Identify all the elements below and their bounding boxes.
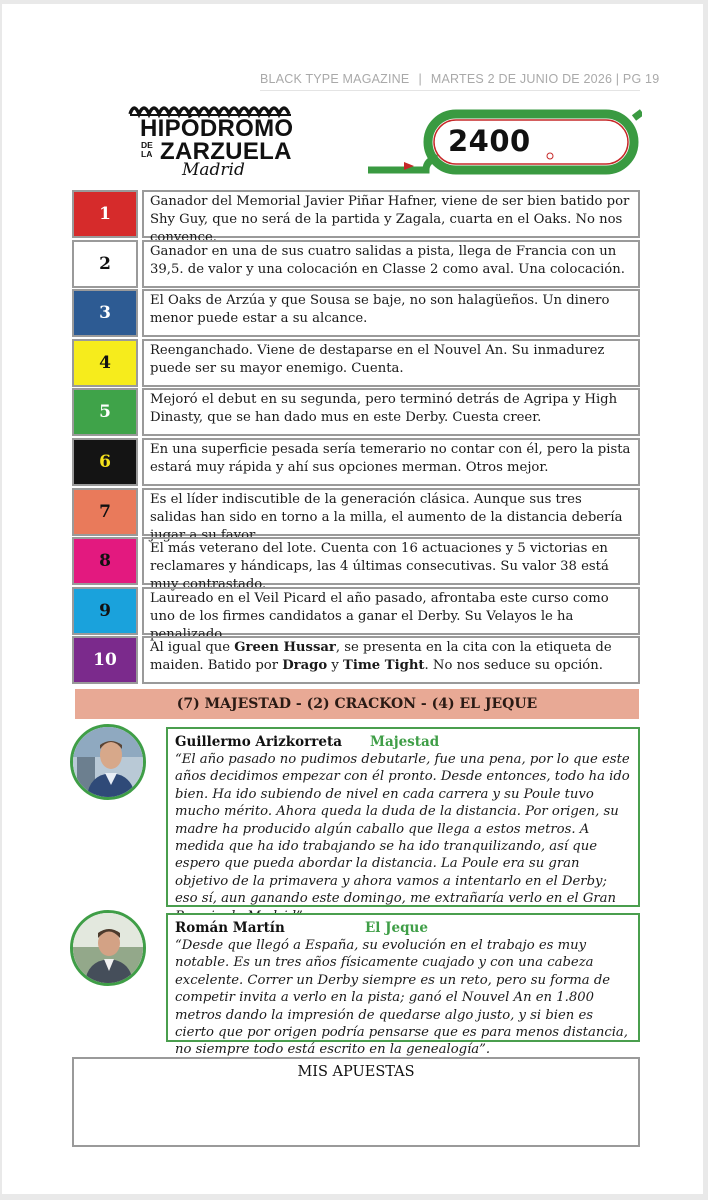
runner-row <box>72 636 640 685</box>
logo-de-la <box>141 141 153 159</box>
runner-number-badge: 3 <box>72 289 138 337</box>
runner-row <box>72 339 640 388</box>
runner-row <box>72 438 640 487</box>
comment-text: Al igual que <box>150 640 235 656</box>
my-bets-box[interactable] <box>72 1057 640 1147</box>
quote-horse-name: Majestad <box>370 734 440 750</box>
person-photo-icon <box>73 727 143 797</box>
logo-title: HIPÓDROMO <box>140 115 294 142</box>
quote-header <box>175 918 631 937</box>
quote-horse-name: El Jeque <box>365 920 428 936</box>
runner-number-badge: 8 <box>72 537 138 585</box>
runner-number-badge: 7 <box>72 488 138 536</box>
avatar <box>70 910 146 986</box>
runner-comment: Ganador del Memorial Javier Piñar Hafner, viene de ser bien batido por Shy Guy, que no será de la partida y Zagala, cuarta en el Oaks. No nos convence. <box>142 190 640 238</box>
magazine-name: BLACK TYPE MAGAZINE <box>260 72 410 86</box>
quote-text: “Desde que llegó a España, su evolución en el trabajo es muy notable. Es un tres años físicamente cuajado y con una cabeza excelente. Correr un Derby siempre es un reto, pero su forma de competir invita a verlo en la pista; ganó el Nouvel An en 1.800 metros dando la impresión de quedarse algo justo, y si bien es cierto que por origen podría pensarse que es para menos distancia, no siempre todo está escrito en la genealogía”. <box>175 938 628 1058</box>
logo-de: DE <box>141 140 153 150</box>
logo-la: LA <box>141 149 153 159</box>
horse-name: Time Tight <box>343 658 425 674</box>
runner-number-badge: 2 <box>72 240 138 288</box>
comment-text: y <box>327 658 344 674</box>
comment-text: . No nos seduce su opción. <box>424 658 603 674</box>
runner-number-badge: 10 <box>72 636 138 684</box>
runner-comment: En una superficie pesada sería temerario no contar con él, pero la pista estará muy rápida y ahí sus opciones merman. Otros mejor. <box>142 438 640 486</box>
trainer-name: Román Martín <box>175 920 285 936</box>
quote-header <box>175 732 631 751</box>
trainer-quote-card <box>166 913 640 1058</box>
runners-table <box>72 190 640 686</box>
page-header <box>260 72 659 86</box>
issue-date-page: MARTES 2 DE JUNIO DE 2026 | PG 19 <box>430 72 660 86</box>
my-bets-title: MIS APUESTAS <box>297 1064 415 1080</box>
runner-row <box>72 388 640 437</box>
logo-madrid: Madrid <box>182 160 245 180</box>
runner-comment: Mejoró el debut en su segunda, pero terminó detrás de Agripa y High Dinasty, que se han dado mus en este Derby. Cuesta creer. <box>142 388 640 436</box>
runner-number-badge: 6 <box>72 438 138 486</box>
comment-text: , se presenta en la cita con la etiqueta de maiden. Batido por <box>150 640 612 674</box>
runner-comment: Laureado en el Veil Picard el año pasado, afrontaba este curso como uno de los firmes candidatos a ganar el Derby. Su Velayos le ha penalizado. <box>142 587 640 635</box>
race-distance: 2400 <box>448 124 531 158</box>
magazine-page <box>2 4 703 1194</box>
runner-row <box>72 240 640 289</box>
header-separator: | <box>418 72 422 86</box>
runner-comment: El Oaks de Arzúa y que Sousa se baje, no son halagüeños. Un dinero menor puede estar a su alcance. <box>142 289 640 337</box>
runner-row <box>72 289 640 338</box>
trainer-name: Guillermo Arizkorreta <box>175 734 342 750</box>
trainer-quote-card <box>166 727 640 907</box>
quote-text: “El año pasado no pudimos debutarle, fue una pena, por lo que este años decidimos empezar con él pronto. Desde entonces, todo ha ido bien. Ha ido subiendo de nivel en cada carrera y su Poule tuvo mucho mérito. Ahora queda la duda de la distancia. Por origen, su madre ha producido algún caballo que llega a estos metros. A medida que ha ido trabajando se ha ido tranquilizando, así que espero que pueda abordar la distancia. La Poule era su gran objetivo de la primavera y ahora vamos a intentarlo en el Derby; eso sí, aun ganando este domingo, me extrañaría verlo en el Gran <box>175 752 630 907</box>
runner-comment <box>142 636 640 684</box>
runner-comment: Es el líder indiscutible de la generación clásica. Aunque sus tres salidas han sido en torno a la milla, el aumento de la distancia debería jugar a su favor. <box>142 488 640 536</box>
runner-row <box>72 190 640 245</box>
avatar <box>70 724 146 800</box>
runner-number-badge: 9 <box>72 587 138 635</box>
person-photo-icon <box>73 913 143 983</box>
horse-name: Green Hussar <box>234 640 336 656</box>
runner-number-badge: 5 <box>72 388 138 436</box>
runner-number-badge: 4 <box>72 339 138 387</box>
hipodromo-logo <box>128 100 294 184</box>
runner-row <box>72 537 640 593</box>
logo-zarzuela: ZARZUELA <box>160 138 292 165</box>
runner-row <box>72 488 640 543</box>
prediction-banner: (7) MAJESTAD - (2) CRACKON - (4) EL JEQUE <box>75 689 639 719</box>
runner-comment: Ganador en una de sus cuatro salidas a pista, llega de Francia con un 39,5. de valor y una colocación en Classe 2 como aval. Una colocación. <box>142 240 640 288</box>
runner-number-badge: 1 <box>72 190 138 238</box>
runner-comment: Reenganchado. Viene de destaparse en el Nouvel An. Su inmadurez puede ser su mayor enemigo. Cuenta. <box>142 339 640 387</box>
horse-name: Drago <box>282 658 328 674</box>
header-rule <box>260 90 640 91</box>
runner-row <box>72 587 640 642</box>
runner-comment: El más veterano del lote. Cuenta con 16 actuaciones y 5 victorias en reclamares y hándicaps, las 4 últimas consecutivas. Su valor 38 está muy contrastado. <box>142 537 640 585</box>
